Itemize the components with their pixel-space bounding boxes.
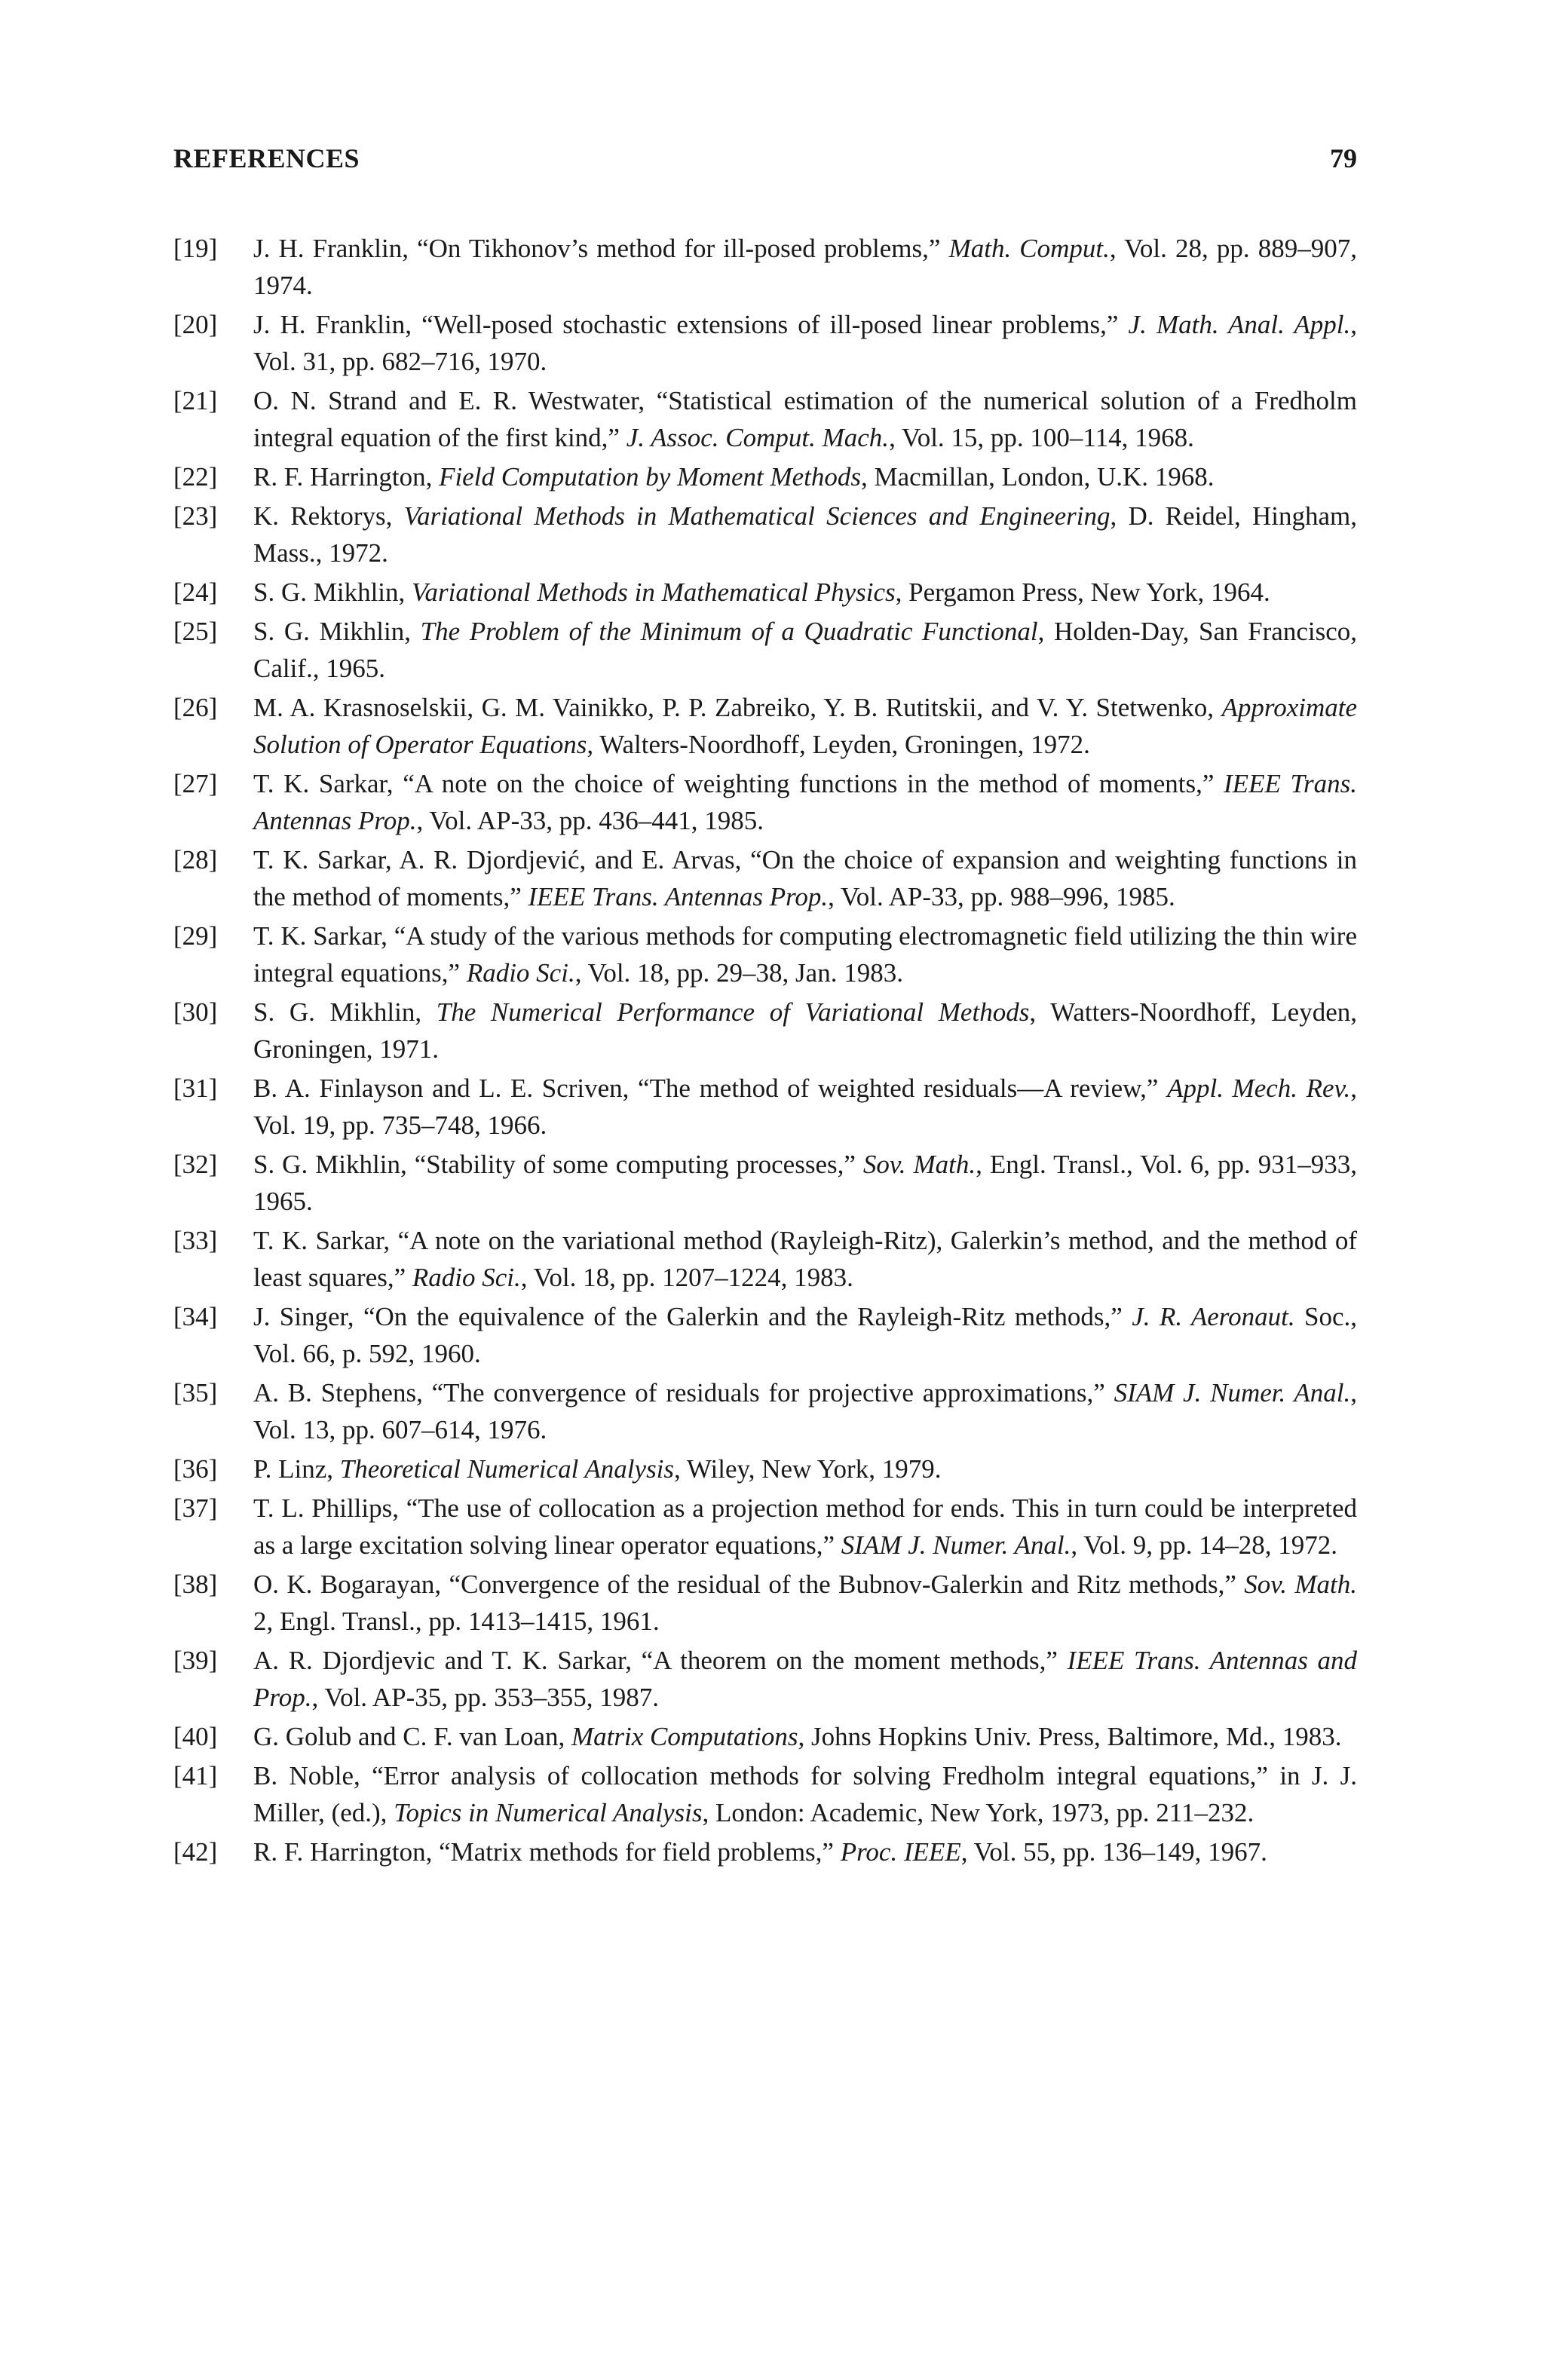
reference-text: [253, 234, 1357, 300]
reference-item: [173, 917, 1357, 991]
reference-text-segment: B. Noble, “Error analysis of collocation methods for solving Fredholm integral equations,” in J. J. Miller, (ed.),: [253, 1761, 1357, 1827]
reference-text-segment: P. Linz,: [253, 1454, 340, 1484]
reference-text-segment: , Vol. 18, pp. 1207–1224, 1983.: [520, 1263, 853, 1292]
reference-text: [253, 1150, 1357, 1216]
reference-item: [173, 1833, 1357, 1870]
reference-label: [24]: [173, 577, 218, 607]
reference-label: [21]: [173, 386, 218, 415]
reference-label: [23]: [173, 501, 218, 531]
page-number: 79: [1330, 143, 1357, 173]
reference-text-segment: , Vol. 15, pp. 100–114, 1968.: [889, 423, 1194, 452]
reference-title-italic: IEEE Trans. Antennas Prop.: [253, 769, 1358, 835]
reference-label: [19]: [173, 234, 218, 263]
reference-text: [253, 1454, 941, 1484]
reference-item: [173, 994, 1357, 1067]
reference-text-segment: S. G. Mikhlin,: [253, 997, 437, 1027]
reference-item: [173, 1146, 1357, 1220]
reference-text-segment: , Walters-Noordhoff, Leyden, Groningen, 1972.: [587, 730, 1090, 759]
reference-item: [173, 458, 1357, 495]
reference-text: [253, 1646, 1357, 1712]
reference-title-italic: The Problem of the Minimum of a Quadratic Functional: [420, 617, 1038, 646]
reference-title-italic: Proc. IEEE: [840, 1837, 961, 1867]
reference-text: [253, 1378, 1357, 1444]
reference-text-segment: S. G. Mikhlin,: [253, 577, 412, 607]
reference-text-segment: , Holden-Day, San Francisco, Calif., 1965.: [253, 617, 1357, 683]
reference-item: [173, 765, 1357, 839]
reference-item: [173, 306, 1357, 380]
reference-title-italic: Appl. Mech. Rev.: [1167, 1074, 1351, 1103]
reference-item: [173, 1718, 1357, 1755]
reference-text: [253, 1074, 1357, 1140]
reference-item: [173, 1298, 1357, 1372]
reference-text-segment: , Macmillan, London, U.K. 1968.: [861, 462, 1215, 492]
section-title: REFERENCES: [173, 143, 360, 173]
reference-label: [39]: [173, 1646, 218, 1675]
reference-label: [22]: [173, 462, 218, 492]
reference-item: [173, 230, 1357, 304]
reference-text: [253, 1761, 1357, 1827]
reference-text-segment: B. A. Finlayson and L. E. Scriven, “The method of weighted residuals—A review,”: [253, 1074, 1168, 1103]
reference-list: [173, 230, 1357, 1873]
reference-text-segment: T. K. Sarkar, “A note on the variational method (Rayleigh-Ritz), Galerkin’s method, and the method of least squares,”: [253, 1226, 1357, 1292]
reference-label: [29]: [173, 921, 218, 951]
reference-title-italic: J. Assoc. Comput. Mach.: [626, 423, 890, 452]
reference-text-segment: R. F. Harrington,: [253, 462, 440, 492]
reference-text-segment: S. G. Mikhlin, “Stability of some computing processes,”: [253, 1150, 863, 1179]
reference-text-segment: , Pergamon Press, New York, 1964.: [895, 577, 1270, 607]
reference-title-italic: SIAM J. Numer. Anal.: [841, 1530, 1071, 1560]
reference-item: [173, 613, 1357, 687]
reference-text-segment: A. R. Djordjevic and T. K. Sarkar, “A theorem on the moment methods,”: [253, 1646, 1068, 1675]
reference-label: [41]: [173, 1761, 218, 1790]
reference-title-italic: IEEE Trans. Antennas Prop.: [528, 882, 829, 911]
reference-text: [253, 769, 1357, 835]
reference-text: [253, 1302, 1357, 1368]
reference-text-segment: Soc., Vol. 66, p. 592, 1960.: [253, 1302, 1357, 1368]
reference-text: [253, 1226, 1357, 1292]
reference-text: [253, 310, 1357, 376]
reference-item: [173, 1757, 1357, 1831]
reference-item: [173, 1374, 1357, 1448]
reference-text: [253, 386, 1357, 452]
reference-title-italic: Sov. Math.: [1244, 1570, 1357, 1599]
reference-item: [173, 1642, 1357, 1716]
reference-text-segment: T. K. Sarkar, “A study of the various methods for computing electromagnetic field utilizing the thin wire integral equations,”: [253, 921, 1357, 988]
reference-title-italic: Sov. Math.: [862, 1150, 976, 1179]
reference-text: [253, 462, 1215, 492]
reference-text-segment: , London: Academic, New York, 1973, pp. 211–232.: [702, 1798, 1254, 1827]
reference-text-segment: T. L. Phillips, “The use of collocation as a projection method for ends. This in turn could be interpreted as a large excitation solving linear operator equations,”: [253, 1493, 1357, 1560]
reference-text-segment: O. N. Strand and E. R. Westwater, “Statistical estimation of the numerical solution of a Fredholm integral equation of the first kind,”: [253, 386, 1357, 452]
reference-text-segment: , Engl. Transl., Vol. 6, pp. 931–933, 1965.: [253, 1150, 1357, 1216]
reference-title-italic: J. Math. Anal. Appl.: [1128, 310, 1351, 339]
reference-item: [173, 382, 1357, 456]
reference-title-italic: Topics in Numerical Analysis: [394, 1798, 703, 1827]
reference-text: [253, 1722, 1342, 1751]
reference-text-segment: , Vol. AP-33, pp. 988–996, 1985.: [828, 882, 1175, 911]
reference-title-italic: J. R. Aeronaut.: [1132, 1302, 1295, 1331]
reference-text: [253, 845, 1357, 911]
reference-item: [173, 1566, 1357, 1640]
reference-label: [31]: [173, 1074, 218, 1103]
reference-text-segment: A. B. Stephens, “The convergence of residuals for projective approximations,”: [253, 1378, 1114, 1407]
reference-text: [253, 1570, 1357, 1636]
reference-text-segment: , Vol. 9, pp. 14–28, 1972.: [1071, 1530, 1337, 1560]
reference-text-segment: O. K. Bogarayan, “Convergence of the residual of the Bubnov-Galerkin and Ritz methods,”: [253, 1570, 1245, 1599]
reference-text-segment: , Vol. 31, pp. 682–716, 1970.: [253, 310, 1357, 376]
reference-label: [34]: [173, 1302, 218, 1331]
reference-text-segment: , Vol. AP-35, pp. 353–355, 1987.: [311, 1683, 660, 1712]
reference-text-segment: , Vol. 55, pp. 136–149, 1967.: [960, 1837, 1267, 1867]
reference-label: [20]: [173, 310, 218, 339]
reference-title-italic: Variational Methods in Mathematical Sciences and Engineering: [403, 501, 1111, 531]
reference-text: [253, 501, 1357, 568]
reference-text: [253, 997, 1357, 1064]
reference-text-segment: , Vol. 18, pp. 29–38, Jan. 1983.: [574, 958, 903, 988]
reference-title-italic: Field Computation by Moment Methods: [439, 462, 861, 492]
reference-title-italic: Theoretical Numerical Analysis: [339, 1454, 675, 1484]
reference-label: [26]: [173, 693, 218, 722]
reference-text: [253, 1837, 1267, 1867]
reference-text-segment: T. K. Sarkar, A. R. Djordjević, and E. Arvas, “On the choice of expansion and weighting functions in the method of moments,”: [253, 845, 1357, 911]
reference-label: [42]: [173, 1837, 218, 1867]
reference-label: [33]: [173, 1226, 218, 1255]
reference-text-segment: J. H. Franklin, “On Tikhonov’s method for ill-posed problems,”: [253, 234, 949, 263]
reference-text-segment: , D. Reidel, Hingham, Mass., 1972.: [253, 501, 1357, 568]
reference-label: [37]: [173, 1493, 218, 1523]
reference-title-italic: Radio Sci.: [466, 958, 575, 988]
reference-text-segment: , Watters-Noordhoff, Leyden, Groningen, 1971.: [253, 997, 1358, 1064]
reference-text-segment: K. Rektorys,: [253, 501, 404, 531]
running-header: [173, 136, 1357, 181]
reference-label: [32]: [173, 1150, 218, 1179]
reference-text-segment: G. Golub and C. F. van Loan,: [253, 1722, 572, 1751]
reference-label: [25]: [173, 617, 218, 646]
reference-text-segment: T. K. Sarkar, “A note on the choice of weighting functions in the method of moments,”: [253, 769, 1224, 798]
reference-label: [35]: [173, 1378, 218, 1407]
reference-text-segment: , Johns Hopkins Univ. Press, Baltimore, Md., 1983.: [798, 1722, 1342, 1751]
reference-item: [173, 574, 1357, 611]
reference-text-segment: J. Singer, “On the equivalence of the Galerkin and the Rayleigh-Ritz methods,”: [253, 1302, 1132, 1331]
reference-label: [30]: [173, 997, 218, 1027]
reference-label: [40]: [173, 1722, 218, 1751]
reference-title-italic: Variational Methods in Mathematical Physics: [412, 577, 896, 607]
reference-text-segment: S. G. Mikhlin,: [253, 617, 421, 646]
reference-title-italic: SIAM J. Numer. Anal.: [1114, 1378, 1351, 1407]
reference-text-segment: , Vol. 13, pp. 607–614, 1976.: [253, 1378, 1358, 1444]
reference-item: [173, 841, 1357, 915]
reference-label: [27]: [173, 769, 218, 798]
reference-item: [173, 1222, 1357, 1296]
reference-item: [173, 1070, 1357, 1144]
reference-title-italic: Matrix Computations: [571, 1722, 798, 1751]
reference-title-italic: Math. Comput.: [948, 234, 1110, 263]
reference-text: [253, 577, 1270, 607]
reference-text: [253, 693, 1357, 759]
reference-item: [173, 1490, 1357, 1564]
reference-text-segment: , Wiley, New York, 1979.: [674, 1454, 942, 1484]
reference-label: [28]: [173, 845, 218, 875]
reference-label: [38]: [173, 1570, 218, 1599]
reference-text-segment: J. H. Franklin, “Well-posed stochastic extensions of ill-posed linear problems,”: [253, 310, 1129, 339]
reference-text: [253, 617, 1357, 683]
reference-text: [253, 921, 1357, 988]
reference-text-segment: R. F. Harrington, “Matrix methods for field problems,”: [253, 1837, 841, 1867]
reference-text-segment: M. A. Krasnoselskii, G. M. Vainikko, P. P. Zabreiko, Y. B. Rutitskii, and V. Y. Stetwenko,: [253, 693, 1222, 722]
reference-label: [36]: [173, 1454, 218, 1484]
reference-text-segment: , Vol. 19, pp. 735–748, 1966.: [253, 1074, 1358, 1140]
reference-item: [173, 498, 1357, 571]
reference-item: [173, 689, 1357, 763]
reference-title-italic: Approximate Solution of Operator Equations: [253, 693, 1357, 759]
reference-text-segment: , Vol. 28, pp. 889–907, 1974.: [253, 234, 1358, 300]
reference-title-italic: Radio Sci.: [412, 1263, 521, 1292]
reference-title-italic: IEEE Trans. Antennas and Prop.: [253, 1646, 1357, 1712]
reference-text-segment: 2, Engl. Transl., pp. 1413–1415, 1961.: [253, 1607, 660, 1636]
reference-text: [253, 1493, 1357, 1560]
reference-text-segment: , Vol. AP-33, pp. 436–441, 1985.: [416, 806, 764, 835]
reference-title-italic: The Numerical Performance of Variational Methods: [436, 997, 1030, 1027]
reference-item: [173, 1450, 1357, 1487]
